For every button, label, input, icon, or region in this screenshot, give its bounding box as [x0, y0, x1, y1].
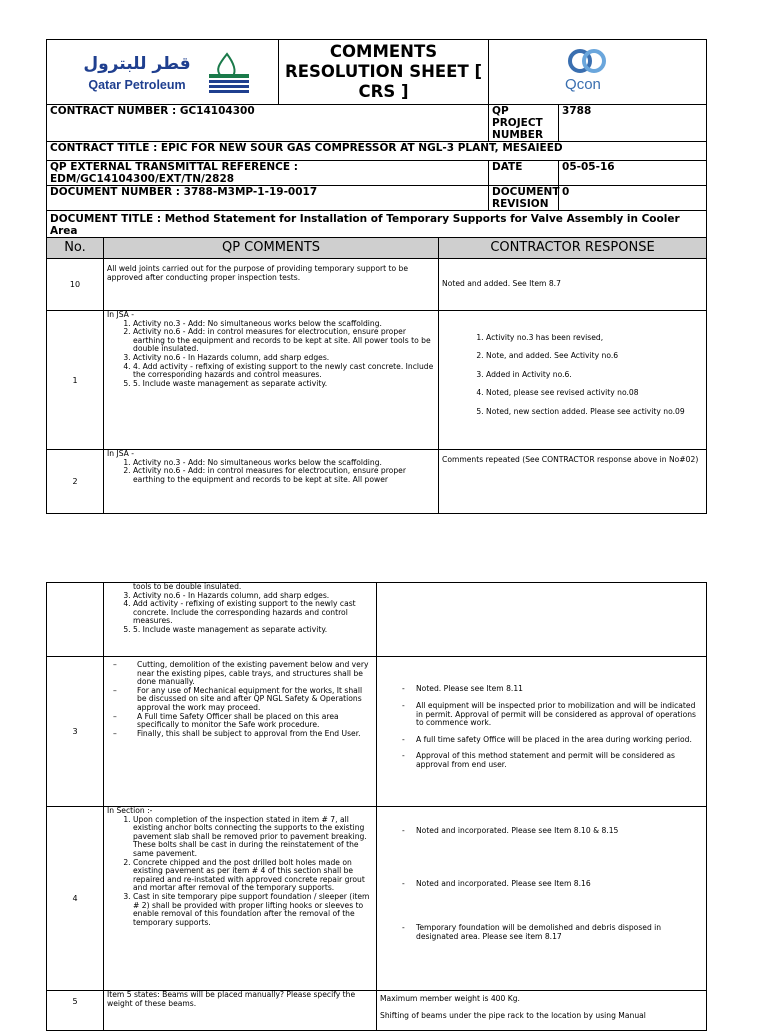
- table-row: [47, 259, 707, 311]
- qp-emblem-icon: [205, 50, 265, 100]
- list-item: 3. Cast in site temporary pipe support foundation / sleeper (item # 2) shall be provided with proper lifting hooks or sleeves to enable removal of this foundation after the removal of the temporary supports.: [133, 893, 373, 927]
- qp-logo-arabic: قطر للبترول: [83, 54, 191, 74]
- list-item: - Noted and incorporated. Please see Item 8.10 & 8.15: [416, 827, 703, 836]
- list-item: 4. Noted, please see revised activity no.08: [486, 389, 703, 398]
- list-item: 1. Activity no.3 - Add: No simultaneous works below the scaffolding.: [133, 459, 435, 468]
- list-item: 3. Added in Activity no.6.: [486, 371, 703, 380]
- row-number: 5: [47, 991, 104, 1031]
- qp-comment: [104, 807, 377, 991]
- document-revision-label: DOCUMENT REVISION: [489, 186, 559, 211]
- list-item: – Finally, this shall be subject to approval from the End User.: [137, 730, 373, 739]
- response-line: Maximum member weight is 400 Kg.: [380, 994, 520, 1003]
- qp-comment: [104, 311, 439, 450]
- date-value: 05-05-16: [559, 161, 707, 186]
- list-item: - Noted and incorporated. Please see Item 8.16: [416, 880, 703, 889]
- response-line: Shifting of beams under the pipe rack to the location by using Manual: [380, 1010, 646, 1020]
- qp-comment: [104, 583, 377, 657]
- list-item: 3. Activity no.6 - In Hazards column, add sharp edges.: [133, 592, 373, 601]
- qp-comment: [104, 450, 439, 514]
- list-item: 5. Noted, new section added. Please see activity no.09: [486, 408, 703, 417]
- column-header-qp-comments: QP COMMENTS: [104, 238, 439, 259]
- document-number: DOCUMENT NUMBER : 3788-M3MP-1-19-0017: [47, 186, 489, 211]
- list-item: - Noted. Please see Item 8.11: [416, 685, 703, 694]
- contractor-response: [377, 807, 707, 991]
- list-item: – Cutting, demolition of the existing pavement below and very near the existing pipes, cable trays, and structures shall be done manually.: [137, 661, 373, 687]
- qp-logo-english: Qatar Petroleum: [88, 78, 186, 92]
- list-item: 2. Concrete chipped and the post drilled bolt holes made on existing pavement as per item # 4 of this section shall be repaired and re-instated with approved concrete repair grout and mortar after removal of the temporary supports.: [133, 859, 373, 893]
- list-item: 2. Note, and added. See Activity no.6: [486, 352, 703, 361]
- list-item: 3. Activity no.6 - In Hazards column, add sharp edges.: [133, 354, 435, 363]
- list-item: - All equipment will be inspected prior to mobilization and will be indicated in permit. Approval of permit will be considered as approval of operations to commence work.: [416, 702, 703, 728]
- transmittal-reference: QP EXTERNAL TRANSMITTAL REFERENCE : EDM/GC14104300/EXT/TN/2828: [47, 161, 489, 186]
- contractor-response: [439, 311, 707, 450]
- list-item: – For any use of Mechanical equipment for the works, It shall be discussed on site and after QP NGL Safety & Operations approval the work may proceed.: [137, 687, 373, 713]
- list-item: 5. 5. Include waste management as separate activity.: [133, 626, 373, 635]
- table-row: [47, 657, 707, 807]
- qcon-logo-text: Qcon: [565, 76, 601, 93]
- qcon-emblem-icon: [567, 48, 607, 74]
- comment-intro: In JSA -: [107, 449, 135, 458]
- comment-continuation: tools to be double insulated.: [133, 582, 242, 591]
- list-item: - Temporary foundation will be demolished and debris disposed in designated area. Please see item 8.17: [416, 924, 703, 941]
- row-number: 1: [47, 311, 104, 450]
- list-item: 5. 5. Include waste management as separate activity.: [133, 380, 435, 389]
- contract-number: CONTRACT NUMBER : GC14104300: [47, 105, 489, 142]
- table-row: [47, 807, 707, 991]
- page-2: [46, 582, 706, 1031]
- comment-intro: In JSA -: [107, 310, 135, 319]
- page-title: COMMENTS RESOLUTION SHEET [ CRS ]: [279, 40, 489, 105]
- list-item: 1. Activity no.3 has been revised,: [486, 334, 703, 343]
- table-row: [47, 583, 707, 657]
- list-item: 1. Activity no.3 - Add: No simultaneous works below the scaffolding.: [133, 320, 435, 329]
- contractor-response: Noted and added. See Item 8.7: [439, 259, 707, 311]
- qp-project-number-label: QP PROJECT NUMBER: [489, 105, 559, 142]
- list-item: 2. Activity no.6 - Add: in control measures for electrocution, ensure proper earthing to the equipment and records to be kept at site. All power: [133, 467, 435, 484]
- list-item: 4. 4. Add activity - refixing of existing support to the newly cast concrete. Include the corresponding hazards and control measures.: [133, 363, 435, 380]
- qp-logo: [47, 40, 279, 105]
- column-header-no: No.: [47, 238, 104, 259]
- document-title: DOCUMENT TITLE : Method Statement for Installation of Temporary Supports for Valve Assembly in Cooler Area: [47, 211, 707, 238]
- list-item: - A full time safety Office will be placed in the area during working period.: [416, 736, 703, 745]
- list-item: - Approval of this method statement and permit will be considered as approval from end user.: [416, 752, 703, 769]
- contractor-response: [377, 657, 707, 807]
- table-row: [47, 991, 707, 1031]
- list-item: 4. Add activity - refixing of existing support to the newly cast concrete. Include the corresponding hazards and control measures.: [133, 600, 373, 626]
- list-item: 2. Activity no.6 - Add: in control measures for electrocution, ensure proper earthing to the equipment and records to be kept at site. All power tools to be double insulated.: [133, 328, 435, 354]
- date-label: DATE: [489, 161, 559, 186]
- page-1: [46, 39, 706, 514]
- column-header-contractor-response: CONTRACTOR RESPONSE: [439, 238, 707, 259]
- row-number: [47, 583, 104, 657]
- row-number: 10: [47, 259, 104, 311]
- row-number: 2: [47, 450, 104, 514]
- qcon-logo: [489, 40, 707, 105]
- qp-project-number-value: 3788: [559, 105, 707, 142]
- contract-title: CONTRACT TITLE : EPIC FOR NEW SOUR GAS COMPRESSOR AT NGL-3 PLANT, MESAIEED: [47, 142, 707, 161]
- qp-comment: [104, 657, 377, 807]
- qp-comment: All weld joints carried out for the purpose of providing temporary support to be approved after conducting proper inspection tests.: [104, 259, 439, 311]
- table-row: [47, 450, 707, 514]
- row-number: 3: [47, 657, 104, 807]
- list-item: 1. Upon completion of the inspection stated in item # 7, all existing anchor bolts connecting the supports to the existing pavement slab shall be removed prior to pavement breaking. These bolts shall be cast in during the reinstatement of the same pavement.: [133, 816, 373, 859]
- contractor-response: [377, 583, 707, 657]
- row-number: 4: [47, 807, 104, 991]
- contractor-response: [377, 991, 707, 1031]
- list-item: – A Full time Safety Officer shall be placed on this area specifically to monitor the Safe work procedure.: [137, 713, 373, 730]
- table-row: [47, 311, 707, 450]
- contractor-response: Comments repeated (See CONTRACTOR response above in No#02): [439, 450, 707, 514]
- document-revision-value: 0: [559, 186, 707, 211]
- comment-intro: In Section :-: [107, 806, 153, 815]
- qp-comment: Item 5 states: Beams will be placed manually? Please specify the weight of these beams.: [104, 991, 377, 1031]
